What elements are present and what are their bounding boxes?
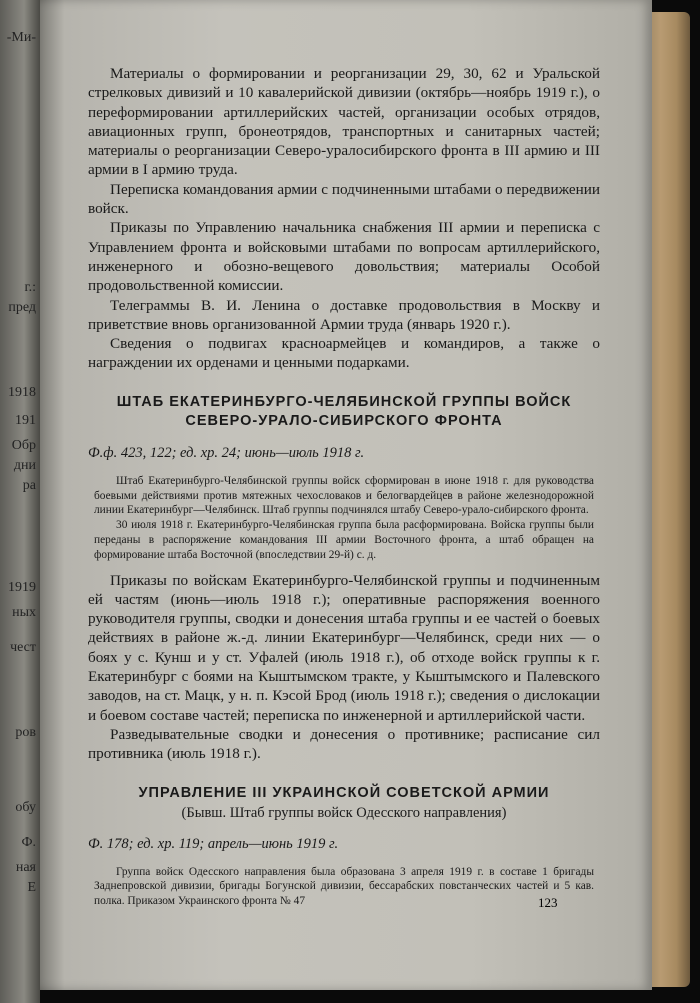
paragraph: Приказы по Управлению начальника снабжения III армии и переписка с Управлением фронта и войсковыми штабами по вопросам артиллерийского, инженерного и обозно-вещевого довольствия; материалы Особой продовольственной комиссии. [88, 219, 600, 295]
section2-heading: УПРАВЛЕНИЕ III УКРАИНСКОЙ СОВЕТСКОЙ АРМИИ [138, 784, 550, 801]
page-number: 123 [538, 895, 558, 910]
section2-archive-ref: Ф. 178; ед. хр. 119; апрель—июнь 1919 г. [88, 835, 339, 852]
left-page-fragment: ра [22, 478, 36, 493]
left-page-fragment: Ф. [21, 835, 36, 850]
left-page-fragment: ров [15, 725, 36, 740]
section1-notes [88, 474, 600, 563]
left-page-fragment: г.: [24, 280, 36, 295]
left-page-fragment: 1918 [8, 385, 36, 400]
book-page [40, 0, 652, 990]
section1-archive-ref: Ф.ф. 423, 122; ед. хр. 24; июнь—июль 1918 г. [88, 444, 365, 461]
paragraph: Сведения о подвигах красноармейцев и командиров, а также о награждении их орденами и ценными подарками. [88, 335, 600, 372]
left-page-fragment: 1919 [8, 580, 36, 595]
paragraph: Переписка командования армии с подчиненными штабами о передвижении войск. [88, 180, 600, 218]
intro-paragraphs [88, 64, 600, 373]
section1-heading-line1: ШТАБ ЕКАТЕРИНБУРГО-ЧЕЛЯБИНСКОЙ ГРУППЫ ВОЙСК [116, 393, 572, 410]
paragraph: Материалы о формировании и реорганизации 29, 30, 62 и Уральской стрелковых дивизий и 10 кавалерийской дивизии (октябрь—ноябрь 1919 г.), о переформировании артиллерийских частей, организации особых отрядов, авиационных групп, бронеотрядов, транспортных и санитарных частей; материалы о реорганизации Северо-уралосибирского фронта в III армию и III армии в I армию труда. [88, 65, 600, 179]
paragraph: Разведывательные сводки и донесения о противнике; расписание сил противника (июль 1918 г.). [88, 725, 600, 763]
left-page-fragment: -Ми- [6, 30, 36, 45]
left-page-fragment: обу [15, 800, 36, 815]
paragraph: Телеграммы В. И. Ленина о доставке продовольствия в Москву и приветствие вновь организованной Армии труда (январь 1920 г.). [88, 296, 600, 333]
left-page-fragment: ных [12, 605, 36, 620]
left-page-fragment: чест [10, 640, 36, 655]
section2-note: Группа войск Одесского направления была образована 3 апреля 1919 г. в составе 1 бригады Заднепровской дивизии, бригады Богунской дивизии, бессарабских повстанческих частей и 5 кав. полка. Приказом Украинского фронта № 47 [94, 865, 594, 908]
section1-heading-line2: СЕВЕРО-УРАЛО-СИБИРСКОГО ФРОНТА [185, 412, 503, 429]
page-content [88, 64, 600, 909]
paragraph: Штаб Екатеринбурго-Челябинской группы войск сформирован в июне 1918 г. для руководства боевыми действиями против мятежных чехословаков и белогвардейцев в районе железнодорожной линии Екатеринбург—Челябинск. Штаб группы подчинялся штабу Северо-урало-сибирского фронта. [94, 474, 594, 517]
section2-subheading: (Бывш. Штаб группы войск Одесского направления) [181, 804, 507, 821]
left-page-fragment: Е [27, 880, 36, 895]
left-page-fragment: Обр [11, 438, 36, 453]
paragraph: 30 июля 1918 г. Екатеринбурго-Челябинская группа была расформирована. Войска группы были переданы в распоряжение командования III армии Восточного фронта, а штаб обращен на формирование штаба Восточной (впоследствии 29-й) с. д. [94, 519, 594, 561]
left-page-edge [0, 0, 40, 1003]
left-page-fragment: дни [13, 458, 36, 473]
section1-paragraphs [88, 571, 600, 764]
left-page-fragment: 191 [15, 413, 36, 428]
paragraph: Приказы по войскам Екатеринбурго-Челябинской группы и подчиненным ей частям (июнь—июль 1918 г.); оперативные распоряжения военного руководителя группы, сводки и донесения штаба группы и ее частей о боевых действиях в районе ж.-д. линии Екатеринбург—Челябинск, среди них — о боях у с. Кунш и у ст. Уфалей (июль 1918 г.), об отходе войск группы к г. Екатеринбург с боями на Кыштымском тракте, у Кыштымского и Палевского заводов, на ст. Мацк, у н. п. Кэсой Брод (июль 1918 г.); сведения о дислокации и боевом составе частей; переписка по инженерной и артиллерийской части. [88, 571, 600, 724]
left-page-fragment: ная [15, 860, 36, 875]
left-page-fragment: пред [8, 300, 36, 315]
